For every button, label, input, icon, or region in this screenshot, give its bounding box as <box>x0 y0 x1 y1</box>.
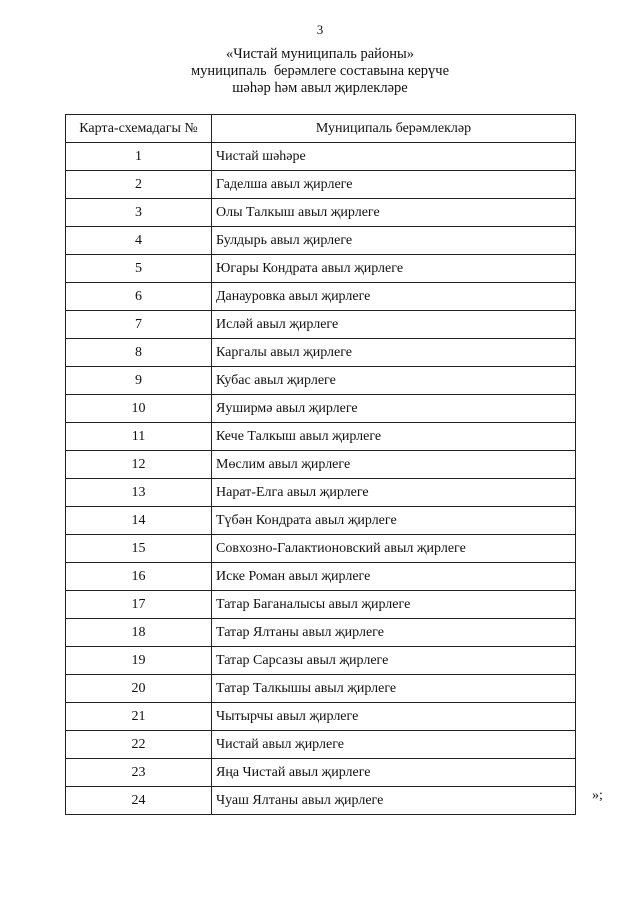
municipality-name: Каргалы авыл җирлеге <box>212 339 576 367</box>
municipality-name: Татар Ялтаны авыл җирлеге <box>212 619 576 647</box>
column-header-municipality: Муниципаль берәмлекләр <box>212 115 576 143</box>
municipality-name: Кубас авыл җирлеге <box>212 367 576 395</box>
municipality-name: Олы Талкыш авыл җирлеге <box>212 199 576 227</box>
municipality-name: Татар Баганалысы авыл җирлеге <box>212 591 576 619</box>
row-number: 5 <box>66 255 212 283</box>
municipality-name: Гаделша авыл җирлеге <box>212 171 576 199</box>
row-number: 23 <box>66 759 212 787</box>
table-row <box>66 339 576 367</box>
municipality-name: Яуширмә авыл җирлеге <box>212 395 576 423</box>
table-row <box>66 283 576 311</box>
row-number: 24 <box>66 787 212 815</box>
municipality-name: Чистай авыл җирлеге <box>212 731 576 759</box>
page-number: 3 <box>316 22 324 37</box>
document-title <box>0 46 640 97</box>
table-row <box>66 143 576 171</box>
row-number: 12 <box>66 451 212 479</box>
row-number: 16 <box>66 563 212 591</box>
municipality-name: Мөслим авыл җирлеге <box>212 451 576 479</box>
row-number: 22 <box>66 731 212 759</box>
row-number: 17 <box>66 591 212 619</box>
table-row <box>66 255 576 283</box>
table-row <box>66 703 576 731</box>
table-row <box>66 563 576 591</box>
row-number: 1 <box>66 143 212 171</box>
row-number: 13 <box>66 479 212 507</box>
municipality-name: Татар Сарсазы авыл җирлеге <box>212 647 576 675</box>
table-row <box>66 507 576 535</box>
municipality-name: Исләй авыл җирлеге <box>212 311 576 339</box>
table-row <box>66 675 576 703</box>
municipality-name: Чистай шәһәре <box>212 143 576 171</box>
municipality-name: Булдырь авыл җирлеге <box>212 227 576 255</box>
municipality-name: Югары Кондрата авыл җирлеге <box>212 255 576 283</box>
municipality-name: Совхозно-Галактионовский авыл җирлеге <box>212 535 576 563</box>
table-row <box>66 171 576 199</box>
row-number: 15 <box>66 535 212 563</box>
row-number: 19 <box>66 647 212 675</box>
table-row <box>66 451 576 479</box>
table-row <box>66 367 576 395</box>
municipality-name: Татар Талкышы авыл җирлеге <box>212 675 576 703</box>
municipality-name: Нарат-Елга авыл җирлеге <box>212 479 576 507</box>
table-header-row <box>66 115 576 143</box>
municipality-name: Чытырчы авыл җирлеге <box>212 703 576 731</box>
table-row <box>66 311 576 339</box>
row-number: 9 <box>66 367 212 395</box>
column-header-map-number: Карта-схемадагы № <box>66 115 212 143</box>
row-number: 3 <box>66 199 212 227</box>
row-number: 14 <box>66 507 212 535</box>
municipality-name: Яңа Чистай авыл җирлеге <box>212 759 576 787</box>
table-row <box>66 423 576 451</box>
row-number: 18 <box>66 619 212 647</box>
table-row <box>66 199 576 227</box>
municipality-name: Кече Талкыш авыл җирлеге <box>212 423 576 451</box>
row-number: 2 <box>66 171 212 199</box>
table-row <box>66 731 576 759</box>
row-number: 21 <box>66 703 212 731</box>
row-number: 11 <box>66 423 212 451</box>
municipality-name: Түбән Кондрата авыл җирлеге <box>212 507 576 535</box>
table-row <box>66 479 576 507</box>
table-row <box>66 395 576 423</box>
table-row <box>66 591 576 619</box>
title-line: «Чистай муниципаль районы» <box>226 46 414 62</box>
row-number: 10 <box>66 395 212 423</box>
table-row <box>66 535 576 563</box>
row-number: 8 <box>66 339 212 367</box>
title-line: муниципаль берәмлеге составына керүче <box>190 63 450 79</box>
closing-quote-mark: »; <box>592 788 603 803</box>
municipality-name: Иске Роман авыл җирлеге <box>212 563 576 591</box>
municipality-name: Чуаш Ялтаны авыл җирлеге <box>212 787 576 815</box>
municipality-name: Данауровка авыл җирлеге <box>212 283 576 311</box>
row-number: 7 <box>66 311 212 339</box>
row-number: 6 <box>66 283 212 311</box>
row-number: 20 <box>66 675 212 703</box>
table-row <box>66 619 576 647</box>
table-row <box>66 647 576 675</box>
title-line: шәһәр һәм авыл җирлекләре <box>232 80 408 96</box>
table-row <box>66 787 576 815</box>
row-number: 4 <box>66 227 212 255</box>
table-row <box>66 227 576 255</box>
municipalities-table <box>65 114 576 815</box>
table-row <box>66 759 576 787</box>
